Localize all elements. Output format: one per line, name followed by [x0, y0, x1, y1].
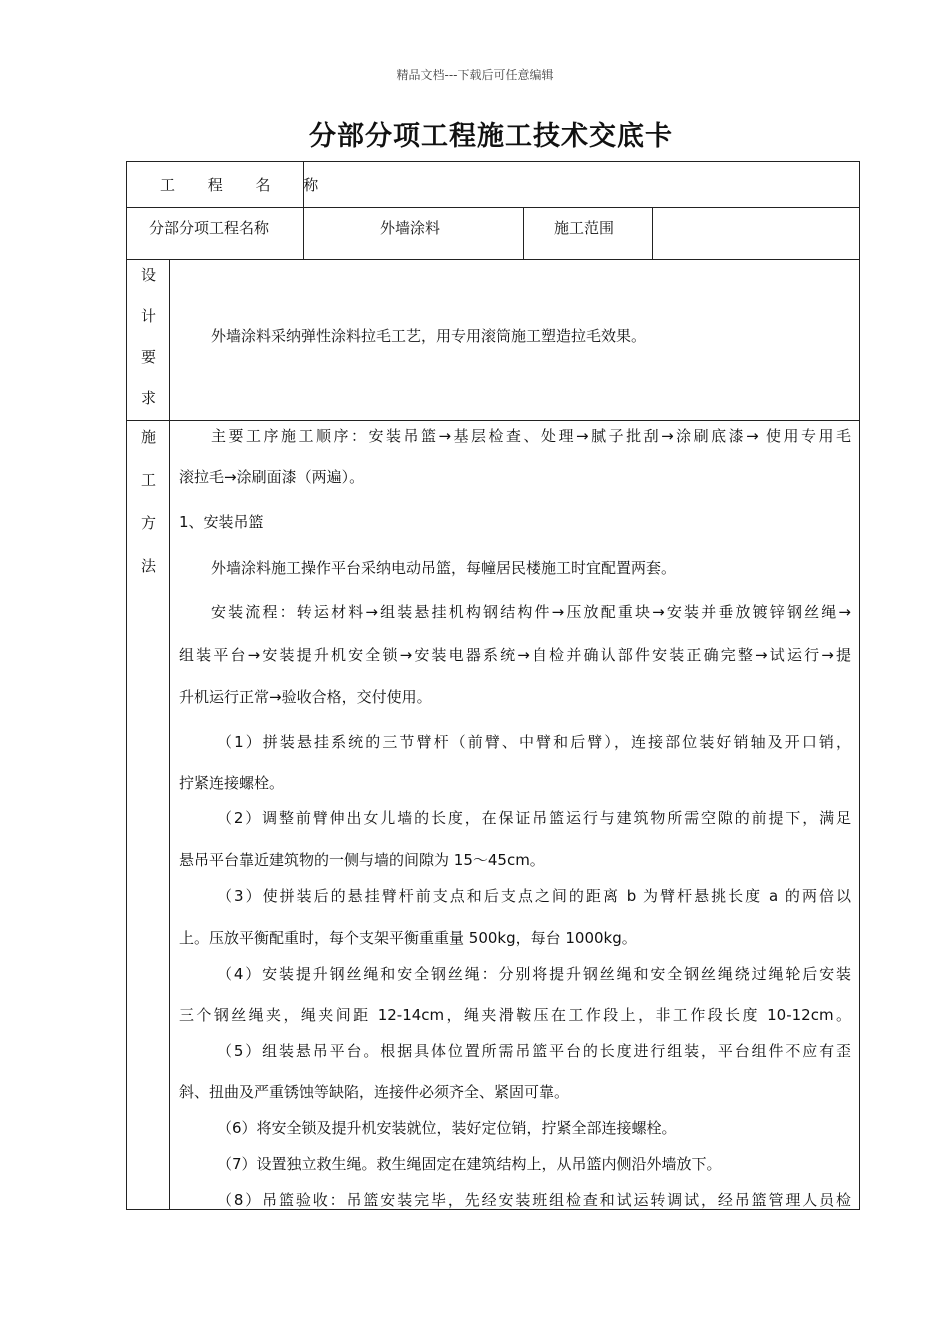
design-label-char: 求: [140, 389, 156, 407]
method-line: 主要工序施工顺序：安装吊篮→基层检查、处理→腻子批刮→涂刷底漆→ 使用专用毛: [211, 427, 851, 445]
method-line: 三个钢丝绳夹，绳夹间距 12-14cm，绳夹滑鞍压在工作段上，非工作段长度 10-12cm。: [179, 1006, 851, 1024]
method-line: （3）使拼装后的悬挂臂杆前支点和后支点之间的距离 b 为臂杆悬挑长度 a 的两倍以: [217, 887, 851, 905]
construction-method-label: [127, 426, 170, 598]
method-line: 外墙涂料施工操作平台采纳电动吊篮，每幢居民楼施工时宜配置两套。: [211, 559, 677, 577]
method-line: 滚拉毛→涂刷面漆（两遍）。: [179, 468, 365, 486]
column-divider: [652, 207, 653, 259]
design-label-char: 设: [140, 266, 156, 284]
method-line: 悬吊平台靠近建筑物的一侧与墙的间隙为 15～45cm。: [179, 851, 545, 869]
row-divider: [127, 207, 859, 208]
design-requirements-label: [127, 264, 170, 428]
project-name-label: 工 程 名 称: [160, 176, 333, 194]
header-note: 精品文档---下载后可任意编辑: [396, 68, 554, 82]
method-line: 升机运行正常→验收合格，交付使用。: [179, 688, 432, 706]
method-line: 1、安装吊篮: [179, 513, 264, 531]
method-line: （1）拼装悬挂系统的三节臂杆（前臂、中臂和后臂），连接部位装好销轴及开口销，: [217, 733, 851, 751]
row-divider: [127, 259, 859, 260]
design-requirements-text: 外墙涂料采纳弹性涂料拉毛工艺，用专用滚筒施工塑造拉毛效果。: [211, 327, 647, 345]
scope-label: 施工范围: [554, 219, 615, 237]
design-label-char: 计: [140, 307, 156, 325]
method-line: （4）安装提升钢丝绳和安全钢丝绳：分别将提升钢丝绳和安全钢丝绳绕过绳轮后安装: [217, 965, 851, 983]
method-line: 上。压放平衡配重时，每个支架平衡重重量 500kg，每台 1000kg。: [179, 929, 637, 947]
subproject-value: 外墙涂料: [380, 219, 441, 237]
column-divider: [523, 207, 524, 259]
method-label-char: 施: [140, 428, 156, 446]
method-label-char: 方: [140, 514, 156, 532]
method-line: （7）设置独立救生绳。救生绳固定在建筑结构上，从吊篮内侧沿外墙放下。: [217, 1155, 722, 1173]
row-divider: [127, 420, 859, 421]
method-line: （2）调整前臂伸出女儿墙的长度，在保证吊篮运行与建筑物所需空隙的前提下，满足: [217, 809, 851, 827]
method-line: （6）将安全锁及提升机安装就位，装好定位销，拧紧全部连接螺栓。: [217, 1119, 677, 1137]
method-line: 安装流程：转运材料→组装悬挂机构钢结构件→压放配重块→安装并垂放镀锌钢丝绳→: [211, 603, 851, 621]
method-line: 拧紧连接螺栓。: [179, 774, 285, 792]
method-line: 斜、扭曲及严重锈蚀等缺陷，连接件必须齐全、紧固可靠。: [179, 1083, 570, 1101]
method-line: （8）吊篮验收：吊篮安装完毕，先经安装班组检查和试运转调试，经吊篮管理人员检: [217, 1191, 851, 1209]
method-label-char: 工: [140, 471, 156, 489]
method-label-char: 法: [140, 557, 156, 575]
method-line: 组装平台→安装提升机安全锁→安装电器系统→自检并确认部件安装正确完整→试运行→提: [179, 646, 851, 664]
method-line: （5）组装悬吊平台。根据具体位置所需吊篮平台的长度进行组装，平台组件不应有歪: [217, 1042, 851, 1060]
subproject-label: 分部分项工程名称: [149, 219, 270, 237]
document-title: 分部分项工程施工技术交底卡: [309, 121, 673, 152]
design-label-char: 要: [140, 348, 156, 366]
